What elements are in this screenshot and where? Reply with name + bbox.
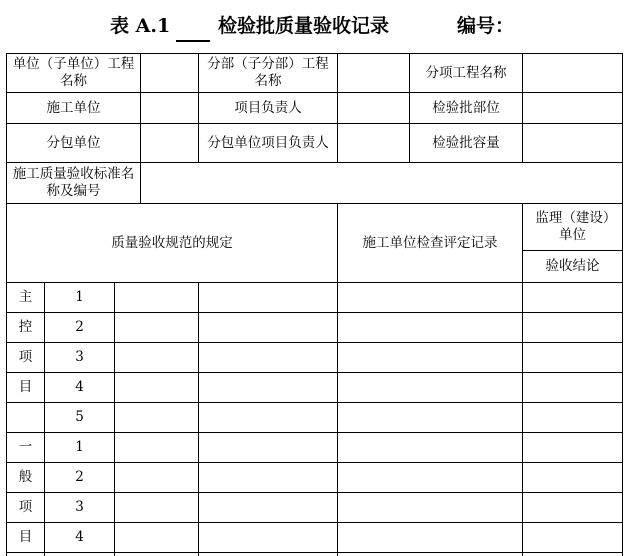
- general-item-5-name[interactable]: [114, 552, 198, 556]
- number-label: 编号：: [457, 15, 515, 37]
- general-label-char: 一: [6, 432, 44, 462]
- general-label-char: 目: [6, 522, 44, 552]
- subcontractor-label: 分包单位: [6, 123, 140, 162]
- general-number: 2: [44, 462, 114, 492]
- main-control-number: 3: [44, 342, 114, 372]
- general-label-char: 般: [6, 462, 44, 492]
- project-manager-value[interactable]: [337, 92, 409, 123]
- subcontractor-project-manager-value[interactable]: [337, 123, 409, 162]
- general-item-4-conclusion[interactable]: [522, 522, 622, 552]
- subcontractor-project-manager-label: 分包单位项目负责人: [198, 123, 337, 162]
- main-control-item-5-name[interactable]: [114, 402, 198, 432]
- acceptance-conclusion-header: 验收结论: [522, 250, 622, 282]
- general-item-5-record[interactable]: [337, 552, 522, 556]
- subcontractor-value[interactable]: [140, 123, 198, 162]
- general-item-3-conclusion[interactable]: [522, 492, 622, 522]
- main-control-item-2-requirement[interactable]: [198, 312, 337, 342]
- general-item-1-conclusion[interactable]: [522, 432, 622, 462]
- supervisor-header: 监理（建设）单位: [522, 203, 622, 250]
- main-control-item-5-record[interactable]: [337, 402, 522, 432]
- main-control-label-char: 目: [6, 372, 44, 402]
- main-control-item-1-name[interactable]: [114, 282, 198, 312]
- main-control-item-2-name[interactable]: [114, 312, 198, 342]
- contractor-check-header: 施工单位检查评定记录: [337, 203, 522, 282]
- inspection-form-table: [6, 53, 623, 556]
- general-item-5-conclusion[interactable]: [522, 552, 622, 556]
- general-item-1-record[interactable]: [337, 432, 522, 462]
- main-control-item-1-conclusion[interactable]: [522, 282, 622, 312]
- main-control-number: 2: [44, 312, 114, 342]
- main-control-item-5-requirement[interactable]: [198, 402, 337, 432]
- general-label-char-cut: [6, 552, 44, 556]
- main-control-item-4-record[interactable]: [337, 372, 522, 402]
- main-control-label-char: [6, 402, 44, 432]
- general-item-4-requirement[interactable]: [198, 522, 337, 552]
- main-control-number: 5: [44, 402, 114, 432]
- main-control-item-1-requirement[interactable]: [198, 282, 337, 312]
- item-project-name-label: 分项工程名称: [409, 53, 522, 92]
- general-item-3-name[interactable]: [114, 492, 198, 522]
- general-number: 1: [44, 432, 114, 462]
- main-control-label-char: 项: [6, 342, 44, 372]
- main-control-item-3-requirement[interactable]: [198, 342, 337, 372]
- main-control-item-3-name[interactable]: [114, 342, 198, 372]
- general-item-2-conclusion[interactable]: [522, 462, 622, 492]
- inspection-lot-location-value[interactable]: [522, 92, 622, 123]
- main-control-item-3-conclusion[interactable]: [522, 342, 622, 372]
- main-control-item-4-name[interactable]: [114, 372, 198, 402]
- sub-project-name-value[interactable]: [337, 53, 409, 92]
- title-blank-line[interactable]: [176, 12, 210, 42]
- main-control-item-5-conclusion[interactable]: [522, 402, 622, 432]
- general-number-cut: [44, 552, 114, 556]
- unit-project-name-label: 单位（子单位）工程名称: [6, 53, 140, 92]
- main-control-item-1-record[interactable]: [337, 282, 522, 312]
- general-number: 3: [44, 492, 114, 522]
- general-number: 4: [44, 522, 114, 552]
- inspection-lot-capacity-label: 检验批容量: [409, 123, 522, 162]
- general-item-4-record[interactable]: [337, 522, 522, 552]
- project-manager-label: 项目负责人: [198, 92, 337, 123]
- main-control-number: 1: [44, 282, 114, 312]
- form-title: [0, 12, 632, 42]
- inspection-lot-location-label: 检验批部位: [409, 92, 522, 123]
- main-control-item-4-requirement[interactable]: [198, 372, 337, 402]
- title-label: 表 A.1: [110, 15, 171, 37]
- construction-unit-label: 施工单位: [6, 92, 140, 123]
- inspection-lot-capacity-value[interactable]: [522, 123, 622, 162]
- main-control-label-char: 控: [6, 312, 44, 342]
- main-control-item-4-conclusion[interactable]: [522, 372, 622, 402]
- main-control-number: 4: [44, 372, 114, 402]
- general-item-5-requirement[interactable]: [198, 552, 337, 556]
- general-label-char: 项: [6, 492, 44, 522]
- main-control-item-2-record[interactable]: [337, 312, 522, 342]
- general-item-1-name[interactable]: [114, 432, 198, 462]
- main-control-label-char: 主: [6, 282, 44, 312]
- table-right-border: [622, 53, 623, 556]
- general-item-2-requirement[interactable]: [198, 462, 337, 492]
- general-item-3-record[interactable]: [337, 492, 522, 522]
- general-item-2-record[interactable]: [337, 462, 522, 492]
- title-main: 检验批质量验收记录: [218, 15, 390, 37]
- unit-project-name-value[interactable]: [140, 53, 198, 92]
- standard-name-number-value[interactable]: [140, 162, 622, 203]
- specification-header: 质量验收规范的规定: [6, 203, 337, 282]
- general-item-3-requirement[interactable]: [198, 492, 337, 522]
- general-item-4-name[interactable]: [114, 522, 198, 552]
- item-project-name-value[interactable]: [522, 53, 622, 92]
- sub-project-name-label: 分部（子分部）工程名称: [198, 53, 337, 92]
- general-item-1-requirement[interactable]: [198, 432, 337, 462]
- main-control-item-2-conclusion[interactable]: [522, 312, 622, 342]
- general-item-2-name[interactable]: [114, 462, 198, 492]
- standard-name-number-label: 施工质量验收标准名称及编号: [6, 162, 140, 203]
- main-control-item-3-record[interactable]: [337, 342, 522, 372]
- construction-unit-value[interactable]: [140, 92, 198, 123]
